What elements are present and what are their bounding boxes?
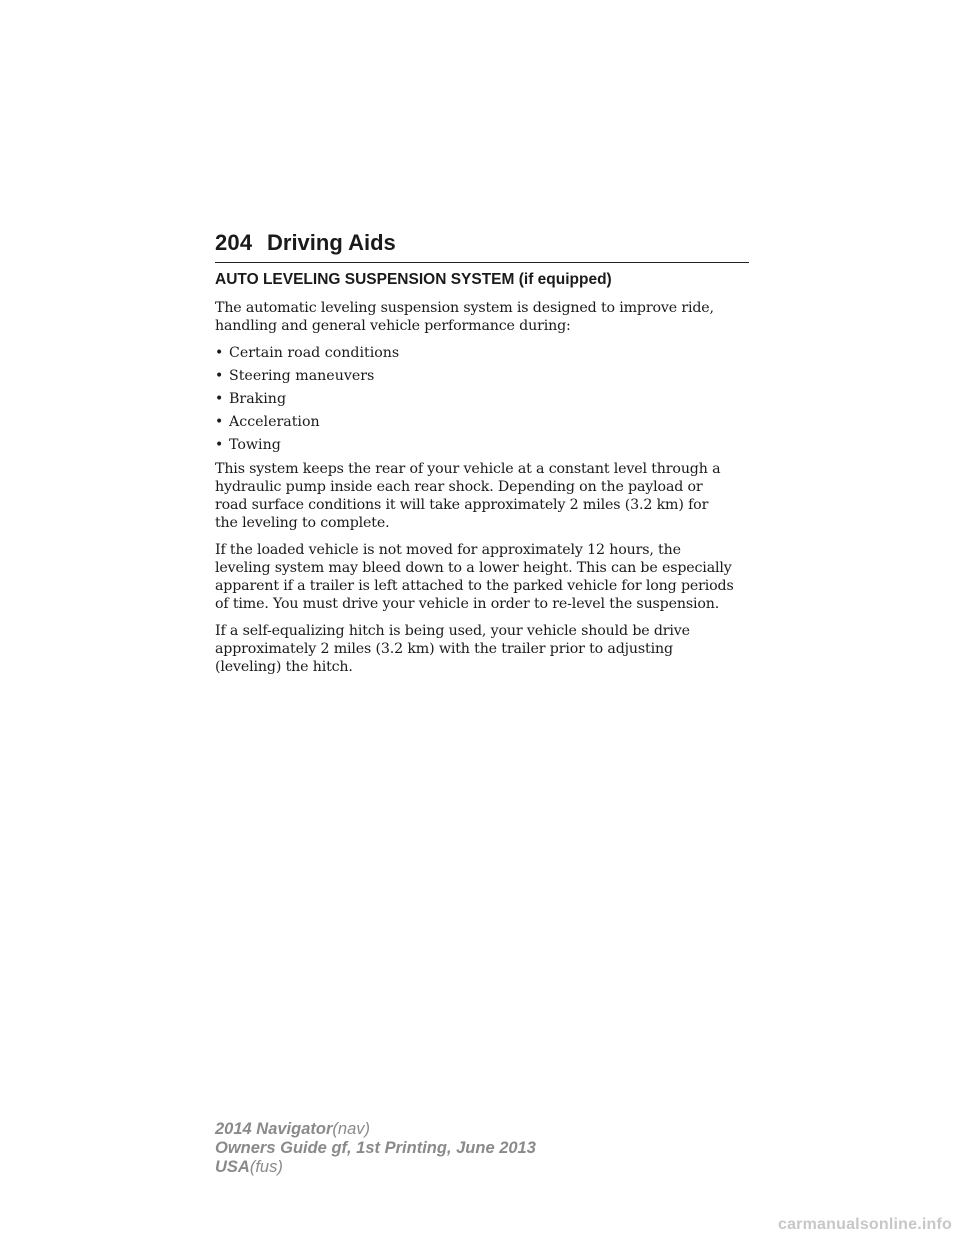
list-item	[215, 344, 755, 362]
text-line: (leveling) the hitch.	[215, 659, 353, 675]
list-item-text: Certain road conditions	[229, 345, 400, 361]
text-line: road surface conditions it will take approximately 2 miles (3.2 km) for	[215, 497, 709, 513]
list-item	[215, 390, 755, 408]
footer-line-market	[215, 1158, 536, 1177]
footer-market: USA	[215, 1158, 250, 1176]
text-line: apparent if a trailer is left attached to the parked vehicle for long periods	[215, 578, 734, 594]
section-title: Driving Aids	[267, 230, 396, 255]
intro-paragraph	[215, 299, 755, 335]
footer-line-printing	[215, 1139, 536, 1158]
list-item-text: Acceleration	[229, 414, 320, 430]
footer-model: 2014 Navigator	[215, 1120, 333, 1138]
bullet-icon: •	[215, 345, 224, 361]
page-header	[215, 228, 749, 263]
paragraph-bleed-down	[215, 541, 755, 613]
print-footer	[215, 1120, 536, 1177]
footer-market-code: (fus)	[249, 1158, 283, 1176]
text-line: leveling system may bleed down to a lower height. This can be especially	[215, 560, 732, 576]
page-content	[215, 270, 755, 685]
bullet-icon: •	[215, 437, 224, 453]
section-heading: AUTO LEVELING SUSPENSION SYSTEM (if equipped)	[215, 271, 612, 288]
condition-list	[215, 344, 755, 454]
text-line: If the loaded vehicle is not moved for approximately 12 hours, the	[215, 542, 681, 558]
page-number: 204	[215, 230, 253, 255]
bullet-icon: •	[215, 368, 224, 384]
list-item	[215, 413, 755, 431]
text-line: handling and general vehicle performance during:	[215, 318, 571, 334]
text-line: of time. You must drive your vehicle in order to re-level the suspension.	[215, 596, 720, 612]
bullet-icon: •	[215, 391, 224, 407]
list-item-text: Braking	[229, 391, 287, 407]
list-item-text: Steering maneuvers	[229, 368, 375, 384]
list-item	[215, 436, 755, 454]
footer-model-code: (nav)	[332, 1120, 370, 1138]
bullet-icon: •	[215, 414, 224, 430]
footer-printing: Owners Guide gf, 1st Printing, June 2013	[215, 1139, 536, 1157]
footer-line-model	[215, 1120, 536, 1139]
paragraph-rear-level	[215, 460, 755, 532]
text-line: approximately 2 miles (3.2 km) with the trailer prior to adjusting	[215, 641, 673, 657]
list-item	[215, 367, 755, 385]
list-item-text: Towing	[229, 437, 281, 453]
text-line: hydraulic pump inside each rear shock. Depending on the payload or	[215, 479, 703, 495]
text-line: The automatic leveling suspension system is designed to improve ride,	[215, 300, 714, 316]
text-line: If a self-equalizing hitch is being used, your vehicle should be drive	[215, 623, 690, 639]
text-line: This system keeps the rear of your vehicle at a constant level through a	[215, 461, 721, 477]
site-watermark: carmanualsonline.info	[777, 1216, 952, 1233]
paragraph-hitch	[215, 622, 755, 676]
text-line: the leveling to complete.	[215, 515, 390, 531]
